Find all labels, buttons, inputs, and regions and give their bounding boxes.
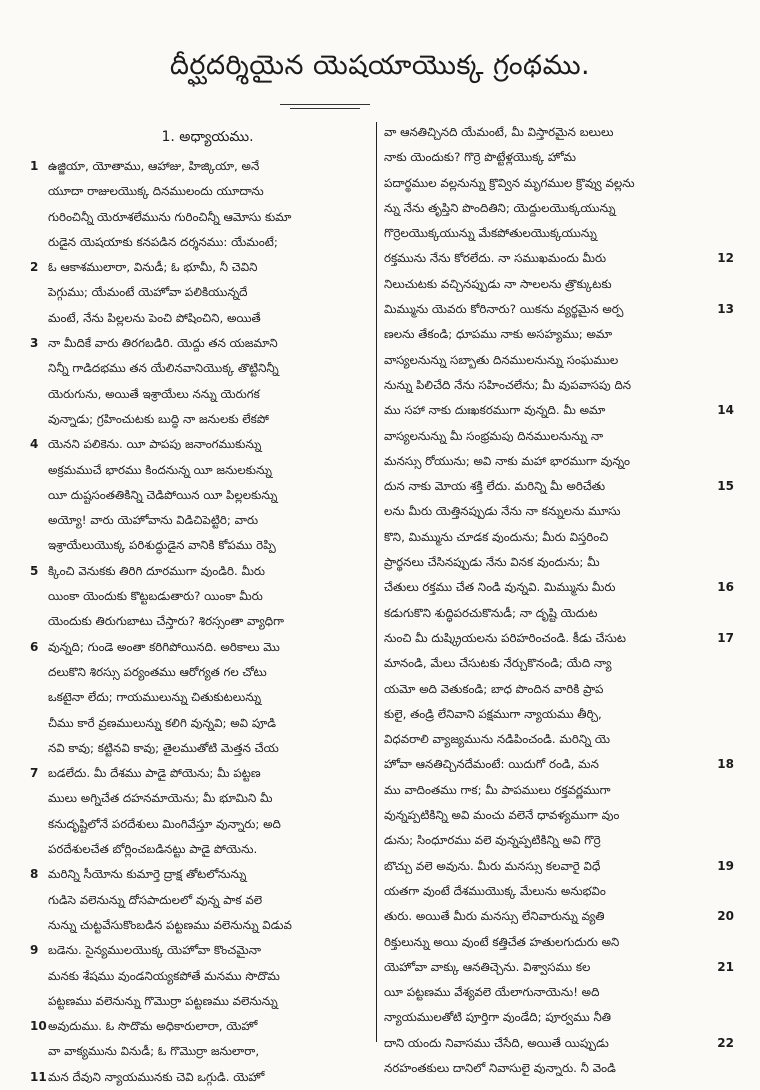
line-text: దున నాకు మోయ శక్తి లేదు. మరిన్ని మీ అరిచేతు bbox=[384, 479, 606, 494]
line-text: మనకు శేషము వుండనియ్యకపోతే మనము సొదొమ bbox=[48, 968, 280, 983]
verse-number: 4 bbox=[30, 437, 39, 452]
text-line bbox=[30, 205, 365, 230]
text-line bbox=[30, 533, 365, 558]
text-line bbox=[30, 154, 365, 179]
text-line bbox=[384, 297, 734, 322]
text-line bbox=[384, 1056, 734, 1081]
line-text: వున్నప్పటికిన్ని అవి మంచు వలెనే ధావళ్యముగా వుం bbox=[384, 808, 620, 823]
line-text: నున్ను పిలిచేది నేను సహించలేను; మీ వుపవాసపు దిన bbox=[384, 377, 632, 392]
text-line bbox=[384, 930, 734, 955]
line-text: రక్తమును నేను కోరలేదు. నా సముఖమందు మీరు bbox=[384, 251, 607, 266]
text-line bbox=[30, 761, 365, 786]
line-text: వాస్యలనున్ను సబ్బాతు దినములనున్ను సంఘముల bbox=[384, 352, 619, 367]
line-text: రుడైన యెషయాకు కనపడిన దర్శనము: యేమంటే; bbox=[48, 234, 278, 249]
line-text: అక్రమముచే భారము కిందనున్న యీ జనులకున్ను bbox=[48, 462, 272, 477]
line-text: నరహంతకులు దానిలో నివాసులై వున్నారు. నీ వెండి bbox=[384, 1060, 616, 1075]
line-text: డును; సింధూరము వలె వున్నప్పటికిన్ని అవి గొర్రె bbox=[384, 833, 601, 848]
text-line bbox=[384, 272, 734, 297]
text-line bbox=[30, 837, 365, 862]
line-text: ములు అగ్నిచేత దహనమాయెను; మీ భూమిని మీ bbox=[48, 791, 273, 806]
text-line bbox=[30, 407, 365, 432]
line-text: ఒకటైనా లేదు; గాయములున్ను చితుకుటలున్ను bbox=[48, 690, 262, 705]
line-text: యెందుకు తిరుగుబాటు చేస్తారు? శిరస్సంతా వ్యాధిగా bbox=[48, 614, 284, 629]
column-divider bbox=[376, 122, 377, 1042]
line-text: యతగా వుంటే దేశముయొక్క మేలును అనుభవిం bbox=[384, 883, 606, 898]
text-line bbox=[30, 660, 365, 685]
verse-number: 14 bbox=[717, 403, 734, 418]
line-text: మరిన్ని సీయోను కుమార్తె ద్రాక్ష తోటలోనున్ను bbox=[48, 867, 247, 882]
text-line bbox=[384, 373, 734, 398]
text-line bbox=[30, 382, 365, 407]
line-text: వా ఆనతిచ్చినది యేమంటే, మీ విస్తారమైన బలులు bbox=[384, 125, 614, 139]
text-line bbox=[384, 449, 734, 474]
verse-number: 7 bbox=[30, 766, 39, 781]
text-line bbox=[384, 980, 734, 1005]
line-text: యీ పట్టణము వేశ్యవలె యేలాగునాయెను! అది bbox=[384, 985, 600, 1000]
text-line bbox=[384, 702, 734, 727]
line-text: కొని, మిమ్మును చూడక వుందును; మీరు విస్తరించి bbox=[384, 529, 609, 544]
text-line bbox=[384, 803, 734, 828]
line-text: నాకు యెందుకు? గొర్రె పొట్టేళ్లయొక్క హోమ bbox=[384, 150, 577, 165]
verse-number: 8 bbox=[30, 867, 39, 882]
line-text: హోవా ఆనతిచ్చినదేమంటే: యిదుగో రండి, మన bbox=[384, 757, 599, 772]
line-text: ము సహా నాకు దుఃఖకరముగా వున్నది. మీ అమా bbox=[384, 403, 606, 418]
line-text: యమో అది వెతుకండి; బాధ పొందిన వారికి ప్రాప bbox=[384, 681, 604, 696]
line-text: నిన్నీ గాడిదభము తన యేలినవానియొక్క తొట్టినిన్నీ bbox=[48, 361, 279, 376]
line-text: మనస్సు రోయును; అవి నాకు మహా భారముగా వున్నం bbox=[384, 453, 631, 468]
line-text: వా వాక్యమును వినుడీ; ఓ గొమొర్రా జనులారా, bbox=[48, 1044, 260, 1059]
line-text: తురు. అయితే మీరు మనస్సు లేనివారున్ను వ్యతి bbox=[384, 909, 605, 924]
line-text: వాస్యలనున్ను మీ సంభ్రమపు దినములనున్ను నా bbox=[384, 428, 604, 443]
text-line bbox=[384, 398, 734, 423]
verse-number: 2 bbox=[30, 260, 39, 275]
text-line bbox=[384, 171, 734, 196]
text-line bbox=[30, 711, 365, 736]
text-line bbox=[384, 550, 734, 575]
text-line bbox=[384, 778, 734, 803]
text-line bbox=[30, 736, 365, 761]
line-text: దాని యందు నివాసము చేసేది, అయితే యిప్పుడు bbox=[384, 1035, 609, 1050]
text-line bbox=[30, 964, 365, 989]
line-text: బొచ్చు వలె అవును. మీరు మనస్సు కలవారై విధే bbox=[384, 858, 601, 873]
line-text: యూదా రాజులయొక్క దినములందు యూదాను bbox=[48, 184, 264, 199]
line-text: వున్నాడు; గ్రహించుటకు బుద్ధి నా జనులకు లేకపో bbox=[48, 411, 269, 426]
line-text: ణలను తేకండి; ధూపము నాకు అసహ్యము; అమా bbox=[384, 327, 613, 342]
text-line bbox=[384, 196, 734, 221]
text-line bbox=[30, 331, 365, 356]
text-line bbox=[384, 221, 734, 246]
verse-number: 22 bbox=[717, 1035, 734, 1050]
line-text: ఉజ్జియా, యోతాము, ఆహాజు, హిజ్కియా, అనే bbox=[48, 159, 260, 173]
line-text: రిక్తులున్ను అయి వుంటే కత్తిచేత హతులగుదురు అని bbox=[384, 934, 620, 949]
text-line bbox=[384, 955, 734, 980]
line-text: అయ్యో! వారు యెహోవాను విడిచిపెట్టిరి; వారు bbox=[48, 513, 259, 528]
line-text: న్యాయములతోటి పూర్తిగా వుండేది; పూర్వము నీతి bbox=[384, 1010, 612, 1025]
line-text: పెగ్గుము; యేమంటే యెహోవా పలికియున్నదే bbox=[48, 285, 248, 300]
line-text: క్కించి వెనుకకు తిరిగి దూరముగా వుండిరి. మీరు bbox=[48, 563, 266, 578]
title-rule-lower bbox=[290, 108, 360, 109]
verse-number: 3 bbox=[30, 336, 39, 351]
verse-number: 17 bbox=[717, 630, 734, 645]
verse-number: 21 bbox=[717, 959, 734, 974]
line-text: మానండి, మేలు చేసుటకు నేర్చుకొనండి; యేది న్యా bbox=[384, 656, 612, 671]
line-text: కనుదృష్టిలోనే పరదేశులు మింగివేస్తూ వున్నారు; అది bbox=[48, 816, 281, 831]
verse-number: 11 bbox=[30, 1069, 47, 1084]
line-text: ము వాదింతము గాక; మీ పాపములు రక్తవర్ణముగా bbox=[384, 782, 611, 797]
text-line bbox=[30, 913, 365, 938]
text-line bbox=[384, 120, 734, 145]
line-text: కడుగుకొని శుద్ధిపరచుకొనుడీ; నా దృష్టి యెదుట bbox=[384, 605, 598, 620]
text-line bbox=[30, 483, 365, 508]
line-text: ఇశ్రాయేలుయొక్క పరిశుద్ధుడైన వానికి కోపము రెప్పి bbox=[48, 538, 276, 553]
line-text: నిలుచుటకు వచ్చినప్పుడు నా సాలలను త్రొక్కుటకు bbox=[384, 276, 612, 291]
text-line bbox=[30, 280, 365, 305]
text-line bbox=[30, 584, 365, 609]
verse-number: 20 bbox=[717, 909, 734, 924]
line-text: నా మీదికే వారు తిరగబడిరి. యెద్దు తన యజమాని bbox=[48, 336, 278, 351]
text-line bbox=[30, 508, 365, 533]
text-line bbox=[30, 938, 365, 963]
text-line bbox=[30, 255, 365, 280]
verse-number: 1 bbox=[30, 159, 39, 173]
left-column bbox=[30, 120, 365, 1090]
page-title: దీర్ఘదర్శియైన యెషయాయొక్క గ్రంథము. bbox=[169, 50, 591, 81]
line-text: గురించిన్నీ యెరూశలేమును గురించిన్నీ ఆమోసు కుమా bbox=[48, 209, 292, 224]
text-line bbox=[384, 1031, 734, 1056]
text-line bbox=[384, 879, 734, 904]
text-line bbox=[30, 812, 365, 837]
line-text: బడెను. సైన్యములయొక్క యెహోవా కొంచమైనా bbox=[48, 943, 261, 958]
line-text: చేతులు రక్తము చేత నిండి వున్నవి. మిమ్మును మీరు bbox=[384, 580, 616, 595]
text-line bbox=[384, 145, 734, 170]
right-column bbox=[384, 120, 734, 1081]
text-line bbox=[384, 651, 734, 676]
text-line bbox=[30, 786, 365, 811]
text-line bbox=[384, 1005, 734, 1030]
verse-number: 12 bbox=[717, 251, 734, 266]
verse-number: 9 bbox=[30, 943, 39, 958]
text-line bbox=[30, 230, 365, 255]
verse-number: 18 bbox=[717, 757, 734, 772]
line-text: యింకా యెందుకు కొట్టబడుతారు? యింకా మీరు bbox=[48, 589, 263, 604]
line-text: విధవరాలి వ్యాజ్యమును నడిపించండి. మరిన్ని యె bbox=[384, 732, 611, 747]
text-line bbox=[30, 306, 365, 331]
text-line bbox=[384, 246, 734, 271]
line-text: కులై, తండ్రి లేనివాని పక్షముగా న్యాయము తీర్చి, bbox=[384, 706, 602, 721]
text-line bbox=[384, 601, 734, 626]
chapter-heading: 1. అధ్యాయము. bbox=[161, 129, 254, 145]
line-text: పరదేశులచేత బోర్లించబడినట్టు పాడై పోయెను. bbox=[48, 842, 258, 857]
line-text: ఓ ఆకాశములారా, వినుడీ; ఓ భూమీ, నీ చెవిని bbox=[48, 260, 258, 275]
line-text: యెనని పలికెను. యీ పాపపు జనాంగముకున్ను bbox=[48, 437, 262, 452]
text-line bbox=[384, 677, 734, 702]
text-line bbox=[30, 1065, 365, 1090]
text-line bbox=[384, 348, 734, 373]
line-text: పదార్థముల వల్లనున్ను క్రొవ్విన మృగముల క్రొవ్వు వల్లను bbox=[384, 175, 635, 190]
text-line bbox=[384, 474, 734, 499]
line-text: బడలేదు. మీ దేశము పాడై పోయెను; మీ పట్టణ bbox=[48, 766, 261, 781]
text-line bbox=[30, 432, 365, 457]
text-line bbox=[30, 356, 365, 381]
line-text: యెహోవా వాక్కు ఆనతిచ్చెను. విశ్వాసము కల bbox=[384, 959, 591, 974]
text-line bbox=[30, 862, 365, 887]
text-line bbox=[30, 609, 365, 634]
line-text: ప్రార్థనలు చేసినప్పుడు నేను వినక వుందును; మీ bbox=[384, 555, 600, 570]
line-text: న్ను నేను తృప్తిని పొందితిని; యెద్దులయొక్కయున్ను bbox=[384, 200, 616, 215]
text-line bbox=[384, 727, 734, 752]
line-text: యెరుగును, అయితే ఇశ్రాయేలు నన్ను యెరుగక bbox=[48, 386, 260, 401]
line-text: గొర్రెలయొక్కయున్ను మేకపోతులయొక్కయున్ను bbox=[384, 226, 597, 241]
text-line bbox=[384, 626, 734, 651]
verse-number: 5 bbox=[30, 563, 39, 578]
text-line bbox=[384, 904, 734, 929]
verse-number: 13 bbox=[717, 302, 734, 317]
line-text: వున్నది; గుండె అంతా కరిగిపోయినది. అరికాలు మొ bbox=[48, 639, 280, 654]
line-text: యీ దుష్టసంతతికిన్ని చెడిపోయిన యీ పిల్లలకున్ను bbox=[48, 487, 278, 502]
line-text: చీము కారే వ్రణములున్ను కలిగి వున్నవి; అవి పూడి bbox=[48, 715, 276, 730]
verse-number: 15 bbox=[717, 479, 734, 494]
line-text: మంటే, నేను పిల్లలను పెంచి పోషించిని, అయితే bbox=[48, 310, 261, 325]
text-line bbox=[30, 888, 365, 913]
title-rule bbox=[280, 104, 370, 105]
verse-number: 6 bbox=[30, 639, 39, 654]
line-text: మిమ్మును యెవరు కోరినారు? యికను వ్యర్థమైన అర్ప bbox=[384, 302, 624, 317]
text-line bbox=[384, 525, 734, 550]
line-text: నవి కావు; కట్టినవి కావు; తైలముతోటి మెత్తన చేయ bbox=[48, 740, 279, 755]
text-line bbox=[30, 1014, 365, 1039]
text-line bbox=[30, 1039, 365, 1064]
text-line bbox=[30, 989, 365, 1014]
text-line bbox=[384, 424, 734, 449]
line-text: మన దేవుని న్యాయమునకు చెవి ఒగ్గుడి. యెహో bbox=[48, 1069, 265, 1084]
text-line bbox=[30, 559, 365, 584]
text-line bbox=[30, 458, 365, 483]
line-text: నుంచి మీ దుష్క్రియలను పరిహరించండి. కీడు చేసుట bbox=[384, 630, 626, 645]
verse-number: 10 bbox=[30, 1019, 47, 1034]
text-line bbox=[30, 635, 365, 660]
verse-number: 16 bbox=[717, 580, 734, 595]
line-text: గుడిసె వలెనున్ను దోసపాదులలో వున్న పాక వలె bbox=[48, 892, 263, 907]
text-line bbox=[384, 322, 734, 347]
text-line bbox=[384, 752, 734, 777]
line-text: నున్ను చుట్టవేసుకొంబడిన పట్టణము వలెనున్ను విడువ bbox=[48, 917, 292, 932]
line-text: పట్టణము వలెనున్ను గొమొర్రా పట్టణము వలెనున్ను bbox=[48, 993, 278, 1008]
text-line bbox=[384, 499, 734, 524]
text-line bbox=[384, 828, 734, 853]
text-line bbox=[384, 575, 734, 600]
line-text: దలుకొని శిరస్సు పర్యంతము ఆరోగ్యత గల చోటు bbox=[48, 664, 267, 679]
text-line bbox=[30, 179, 365, 204]
line-text: లను మీరు యెత్తినప్పుడు నేను నా కన్నులను మూసు bbox=[384, 504, 621, 519]
verse-number: 19 bbox=[717, 858, 734, 873]
line-text: అవుదుము. ఓ సొదొమ అధికారులారా, యెహో bbox=[48, 1019, 258, 1034]
text-line bbox=[384, 854, 734, 879]
text-line bbox=[30, 685, 365, 710]
